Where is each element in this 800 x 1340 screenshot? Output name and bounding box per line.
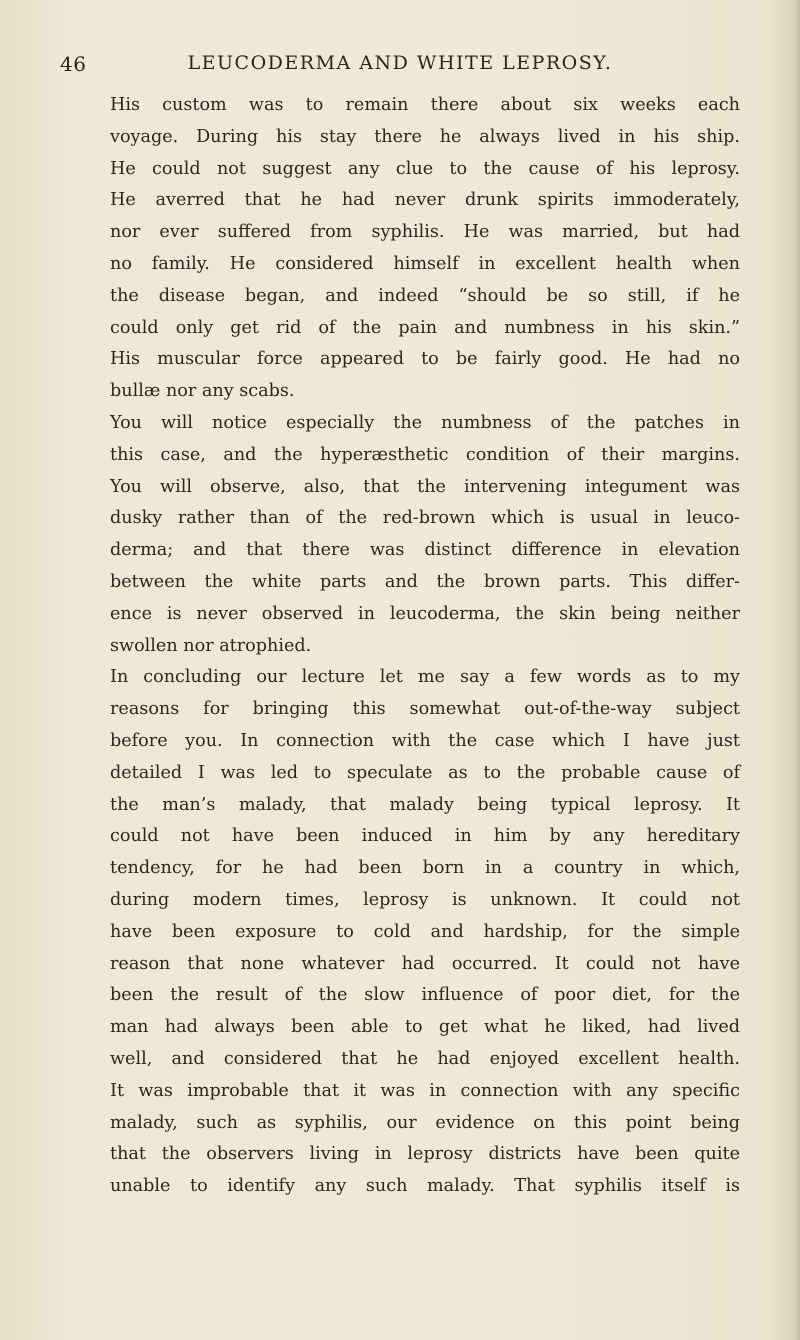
text-line: could not have been induced in him by any hereditary bbox=[110, 826, 740, 847]
body-text bbox=[110, 90, 740, 1203]
text-line: the man’s malady, that malady being typical leprosy. It bbox=[110, 794, 740, 815]
text-line: His custom was to remain there about six weeks each bbox=[110, 95, 740, 115]
text-line: during modern times, leprosy is unknown. It could not bbox=[110, 889, 740, 910]
text-line: tendency, for he had been born in a country in which, bbox=[110, 858, 740, 879]
text-line: You will notice especially the numbness of the patches in bbox=[110, 412, 740, 433]
text-line: malady, such as syphilis, our evidence on this point being bbox=[110, 1112, 740, 1133]
page-number: 46 bbox=[60, 52, 87, 76]
page-edge-shadow bbox=[794, 0, 800, 1340]
text-line: reason that none whatever had occurred. It could not have bbox=[110, 953, 740, 974]
text-line: no family. He considered himself in excellent health when bbox=[110, 253, 740, 274]
text-line: man had always been able to get what he liked, had lived bbox=[110, 1017, 740, 1038]
text-line: swollen nor atrophied. bbox=[110, 635, 312, 656]
running-title: LEUCODERMA AND WHITE LEPROSY. bbox=[187, 52, 613, 74]
text-line: derma; and that there was distinct difference in elevation bbox=[110, 540, 740, 561]
text-line: the disease began, and indeed “should be so still, if he bbox=[110, 285, 740, 306]
text-line: before you. In connection with the case which I have just bbox=[110, 730, 740, 751]
text-line: been the result of the slow influence of poor diet, for the bbox=[110, 985, 740, 1006]
text-line: detailed I was led to speculate as to the probable cause of bbox=[110, 762, 740, 783]
text-line: could only get rid of the pain and numbness in his skin.” bbox=[110, 317, 740, 338]
text-line: unable to identify any such malady. That syphilis itself is bbox=[110, 1176, 740, 1197]
text-line: ence is never observed in leucoderma, the skin being neither bbox=[110, 603, 740, 624]
text-line: You will observe, also, that the intervening integument was bbox=[110, 476, 740, 497]
text-line: His muscular force appeared to be fairly good. He had no bbox=[110, 349, 740, 370]
text-line: He could not suggest any clue to the cause of his leprosy. bbox=[110, 158, 740, 179]
text-line: He averred that he had never drunk spirits immoderately, bbox=[110, 190, 740, 211]
text-line: nor ever suffered from syphilis. He was married, but had bbox=[110, 222, 740, 243]
text-line: dusky rather than of the red-brown which is usual in leuco- bbox=[110, 508, 740, 529]
text-line: that the observers living in leprosy districts have been quite bbox=[110, 1144, 740, 1165]
text-line: reasons for bringing this somewhat out-of-the-way subject bbox=[110, 699, 740, 720]
running-head bbox=[60, 52, 740, 80]
text-line: between the white parts and the brown parts. This differ- bbox=[110, 571, 740, 592]
text-line: It was improbable that it was in connection with any specific bbox=[110, 1080, 740, 1101]
text-line: bullæ nor any scabs. bbox=[110, 381, 295, 402]
text-line: this case, and the hyperæsthetic condition of their margins. bbox=[110, 444, 740, 465]
text-line: well, and considered that he had enjoyed excellent health. bbox=[110, 1048, 740, 1069]
text-line: have been exposure to cold and hardship, for the simple bbox=[110, 921, 740, 942]
text-line: voyage. During his stay there he always lived in his ship. bbox=[110, 126, 740, 147]
text-line: In concluding our lecture let me say a few words as to my bbox=[110, 667, 740, 688]
